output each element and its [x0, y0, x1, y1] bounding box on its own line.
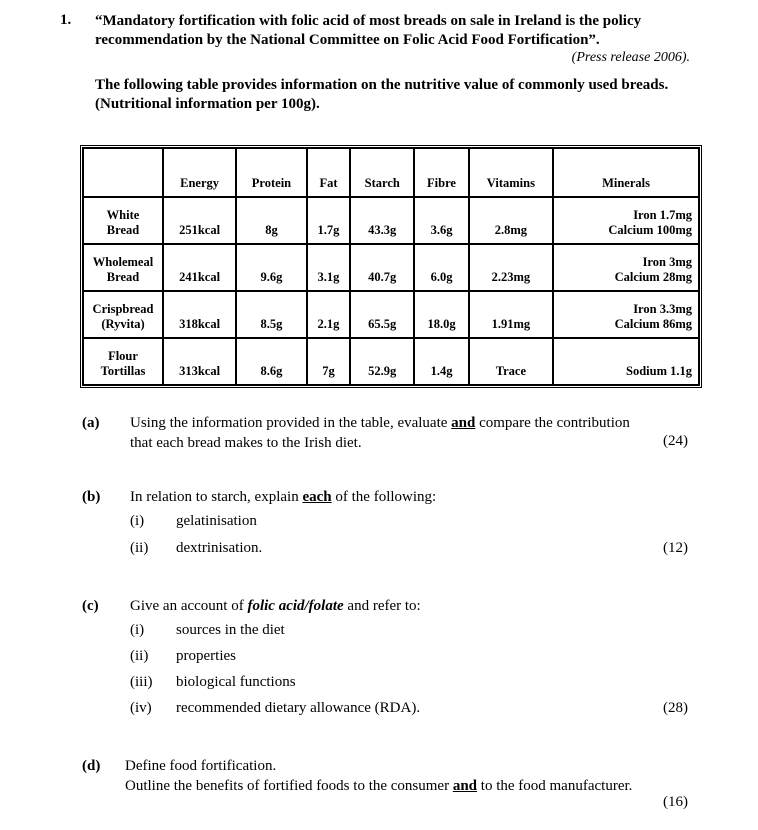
part-a-label: (a)	[82, 415, 100, 431]
part-c-item-number: (iii)	[130, 674, 153, 690]
part-c-item-number: (ii)	[130, 648, 149, 664]
part-c-item-text: properties	[176, 648, 236, 664]
fat-cell: 1.7g	[307, 197, 350, 244]
table-row	[83, 291, 699, 338]
minerals-cell: Iron 3.3mg Calcium 86mg	[553, 291, 699, 338]
fibre-cell: 18.0g	[414, 291, 468, 338]
fat-cell: 3.1g	[307, 244, 350, 291]
bread-name-cell: Wholemeal Bread	[83, 244, 163, 291]
vitamins-cell: 1.91mg	[469, 291, 553, 338]
energy-cell: 241kcal	[163, 244, 236, 291]
table-header-cell: Fibre	[414, 148, 468, 197]
part-d-marks: (16)	[663, 794, 688, 810]
table-header-cell	[83, 148, 163, 197]
minerals-cell: Sodium 1.1g	[553, 338, 699, 385]
starch-cell: 65.5g	[350, 291, 414, 338]
part-b-label: (b)	[82, 489, 101, 505]
fibre-cell: 1.4g	[414, 338, 468, 385]
vitamins-cell: 2.23mg	[469, 244, 553, 291]
minerals-cell: Iron 3mg Calcium 28mg	[553, 244, 699, 291]
bread-name-cell: Flour Tortillas	[83, 338, 163, 385]
part-b-item-number: (ii)	[130, 540, 149, 556]
table-row	[83, 244, 699, 291]
nutrition-table	[80, 145, 702, 388]
part-c-item-text: biological functions	[176, 674, 296, 690]
part-b-item-text: gelatinisation	[176, 513, 257, 529]
part-b-emphasis: each	[302, 489, 332, 505]
minerals-cell: Iron 1.7mg Calcium 100mg	[553, 197, 699, 244]
fibre-cell: 6.0g	[414, 244, 468, 291]
energy-cell: 251kcal	[163, 197, 236, 244]
part-b-marks: (12)	[663, 540, 688, 556]
starch-cell: 40.7g	[350, 244, 414, 291]
energy-cell: 313kcal	[163, 338, 236, 385]
part-a-marks: (24)	[663, 433, 688, 449]
protein-cell: 9.6g	[236, 244, 307, 291]
table-header-cell: Starch	[350, 148, 414, 197]
starch-cell: 52.9g	[350, 338, 414, 385]
part-c-text: Give an account of folic acid/folate and refer to:	[130, 598, 421, 614]
table-lead-text: The following table provides information on the nutritive value of commonly used breads. (Nutritional information per 100g).	[95, 77, 669, 112]
table-header-row	[83, 148, 699, 197]
fibre-cell: 3.6g	[414, 197, 468, 244]
table-row	[83, 197, 699, 244]
protein-cell: 8.5g	[236, 291, 307, 338]
bread-name-cell: Crispbread (Ryvita)	[83, 291, 163, 338]
table-header-cell: Vitamins	[469, 148, 553, 197]
bread-name-cell: White Bread	[83, 197, 163, 244]
part-d-emphasis: and	[452, 778, 478, 794]
part-d-text: Define food fortification. Outline the benefits of fortified foods to the consumer and to the food manufacturer.	[125, 758, 633, 794]
table-header-cell: Fat	[307, 148, 350, 197]
starch-cell: 43.3g	[350, 197, 414, 244]
protein-cell: 8g	[236, 197, 307, 244]
part-c-marks: (28)	[663, 700, 688, 716]
fat-cell: 2.1g	[307, 291, 350, 338]
energy-cell: 318kcal	[163, 291, 236, 338]
vitamins-cell: Trace	[469, 338, 553, 385]
part-c-label: (c)	[82, 598, 99, 614]
question-intro: “Mandatory fortification with folic acid of most breads on sale in Ireland is the policy recommendation by the National Committee on Folic Acid Food Fortification”.	[95, 13, 642, 48]
part-c-item-number: (i)	[130, 622, 145, 638]
table-header-cell: Protein	[236, 148, 307, 197]
table-header-cell: Minerals	[553, 148, 699, 197]
part-d-label: (d)	[82, 758, 101, 774]
vitamins-cell: 2.8mg	[469, 197, 553, 244]
part-c-item-text: recommended dietary allowance (RDA).	[176, 700, 421, 716]
press-release-note: (Press release 2006).	[571, 50, 690, 65]
table-row	[83, 338, 699, 385]
fat-cell: 7g	[307, 338, 350, 385]
part-c-emphasis: folic acid/folate	[247, 598, 344, 614]
part-c-item-number: (iv)	[130, 700, 152, 716]
part-c-item-text: sources in the diet	[176, 622, 285, 638]
part-b-item-number: (i)	[130, 513, 145, 529]
table-header-cell: Energy	[163, 148, 236, 197]
part-a-text: Using the information provided in the table, evaluate and compare the contribution that each bread makes to the Irish diet.	[130, 415, 630, 451]
part-b-item-text: dextrinisation.	[176, 540, 263, 556]
question-number: 1.	[60, 12, 72, 28]
part-b-text: In relation to starch, explain each of the following:	[130, 489, 437, 505]
part-a-emphasis: and	[451, 415, 476, 431]
protein-cell: 8.6g	[236, 338, 307, 385]
